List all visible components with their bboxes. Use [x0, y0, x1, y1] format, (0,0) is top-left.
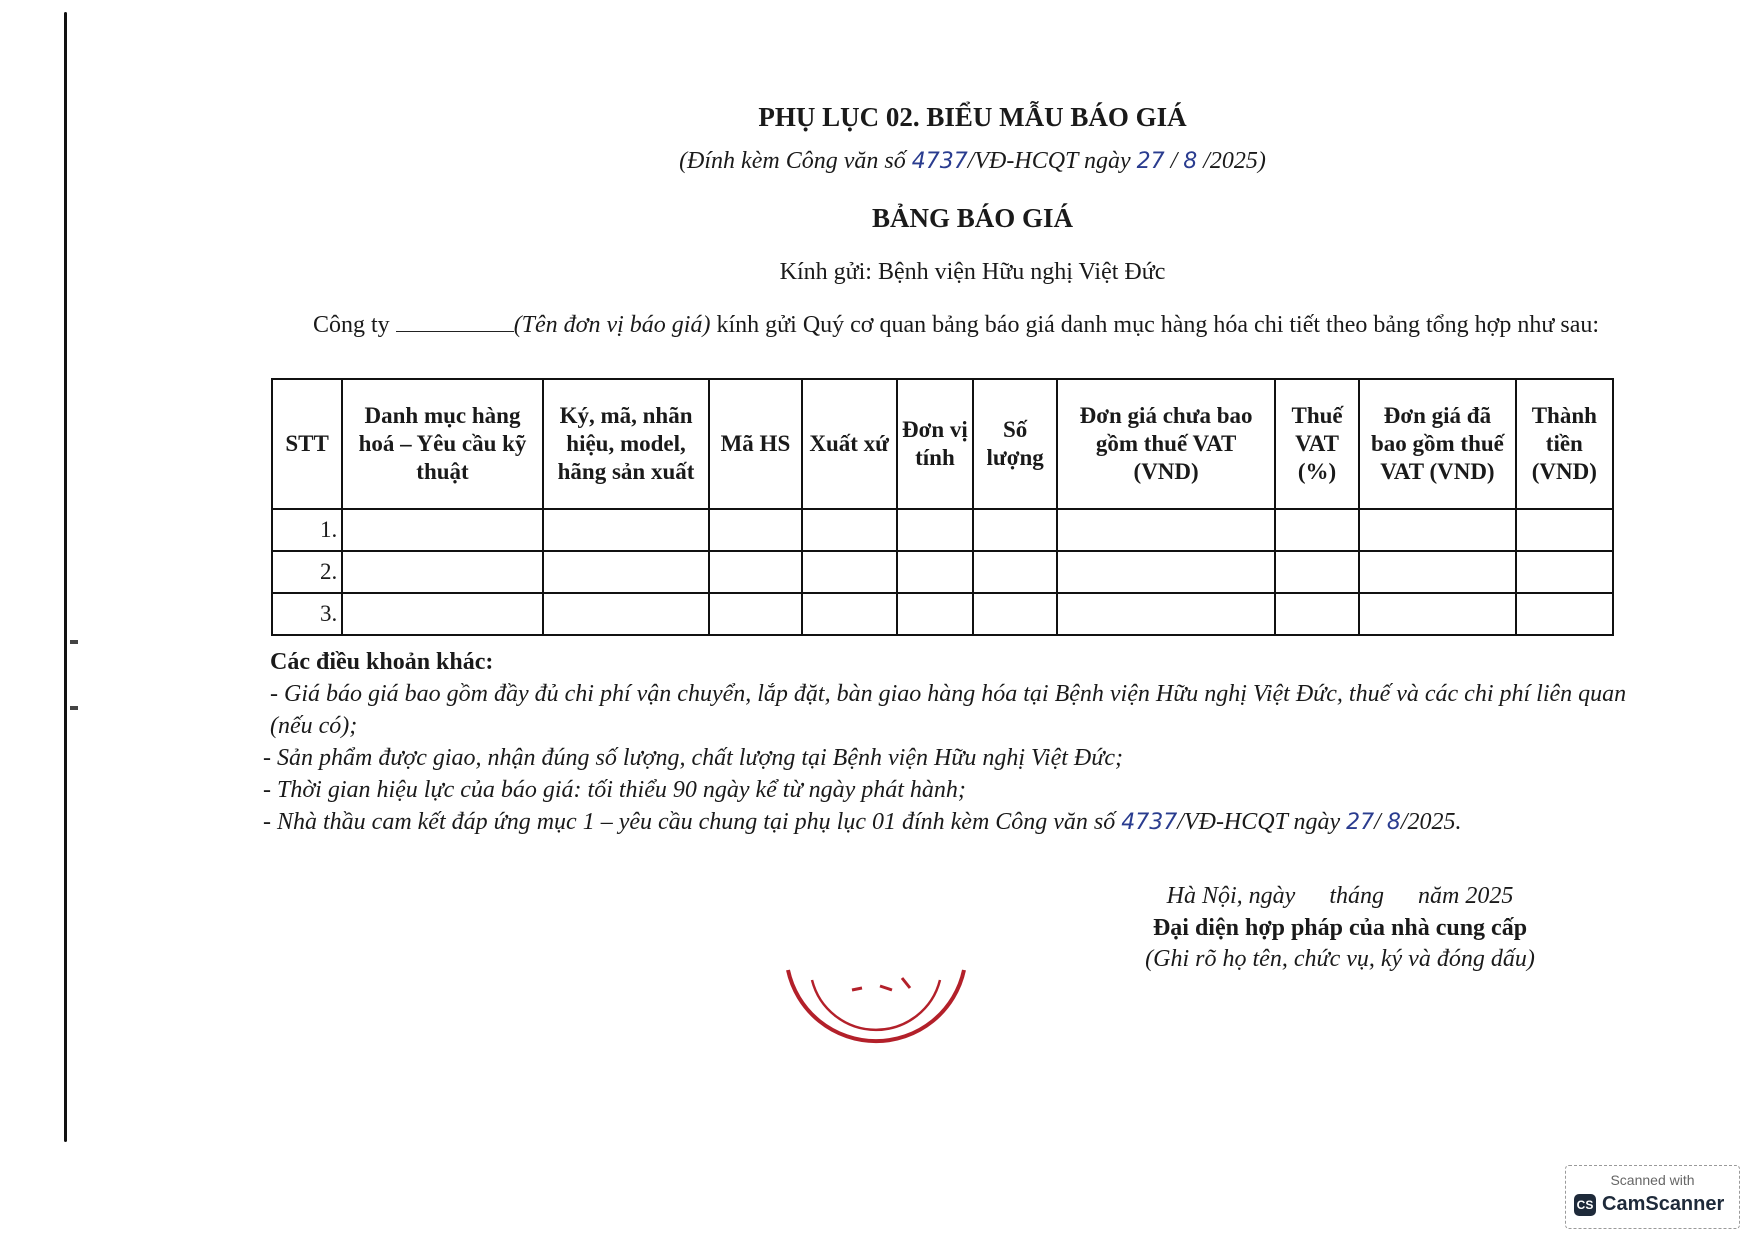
handwritten-day: 27	[1346, 810, 1375, 835]
table-cell[interactable]	[802, 593, 897, 635]
term-item-validity: - Thời gian hiệu lực của báo giá: tối thiểu 90 ngày kể từ ngày phát hành;	[263, 777, 966, 803]
table-cell[interactable]	[973, 509, 1057, 551]
company-name-blank[interactable]	[396, 313, 514, 332]
header-quantity: Số lượng	[973, 379, 1057, 509]
table-cell[interactable]	[1516, 593, 1613, 635]
date-slash: /	[1164, 148, 1184, 174]
row-number: 3.	[272, 593, 342, 635]
camscanner-badge	[1565, 1165, 1740, 1229]
table-header-row	[272, 379, 1613, 509]
handwritten-month: 8	[1386, 810, 1401, 835]
header-hs-code: Mã HS	[709, 379, 801, 509]
table-cell[interactable]	[543, 509, 709, 551]
table-cell[interactable]	[342, 509, 543, 551]
header-brand-model: Ký, mã, nhãn hiệu, model, hãng sản xuất	[543, 379, 709, 509]
table-cell[interactable]	[1359, 509, 1515, 551]
scan-edge-line	[64, 12, 67, 1142]
month-label: tháng	[1329, 883, 1384, 909]
handwritten-doc-number: 4737	[911, 149, 968, 174]
table-cell[interactable]	[897, 593, 973, 635]
term-item-commitment	[243, 806, 1643, 839]
camscanner-logo-icon: CS	[1574, 1194, 1596, 1216]
header-unit: Đơn vị tính	[897, 379, 973, 509]
intro-body: kính gửi Quý cơ quan bảng báo giá danh mục hàng hóa chi tiết theo bảng tổng hợp như sau:	[710, 312, 1600, 338]
header-total: Thành tiền (VND)	[1516, 379, 1613, 509]
company-label: Công ty	[313, 312, 396, 338]
table-cell[interactable]	[1057, 509, 1275, 551]
scan-edge-mark	[70, 640, 78, 644]
table-cell[interactable]	[1359, 593, 1515, 635]
table-cell[interactable]	[1057, 593, 1275, 635]
scan-edge-mark	[70, 706, 78, 710]
handwritten-doc-number: 4737	[1121, 810, 1178, 835]
camscanner-brand: CamScanner	[1602, 1193, 1725, 1215]
table-cell[interactable]	[897, 551, 973, 593]
table-cell[interactable]	[973, 593, 1057, 635]
table-row	[272, 509, 1613, 551]
commitment-suffix: /2025.	[1400, 809, 1462, 835]
table-cell[interactable]	[973, 551, 1057, 593]
table-cell[interactable]	[802, 509, 897, 551]
table-cell[interactable]	[1275, 551, 1359, 593]
header-unit-price-excl-vat: Đơn giá chưa bao gồm thuế VAT (VND)	[1057, 379, 1275, 509]
place-date-prefix: Hà Nội, ngày	[1166, 883, 1296, 909]
quotation-table	[271, 378, 1614, 636]
table-cell[interactable]	[1516, 551, 1613, 593]
attachment-middle: /VĐ-HCQT ngày	[967, 148, 1137, 174]
handwritten-day: 27	[1136, 149, 1165, 174]
handwritten-month: 8	[1183, 149, 1198, 174]
commitment-prefix: - Nhà thầu cam kết đáp ứng mục 1 – yêu cầu chung tại phụ lục 01 đính kèm Công văn số	[263, 809, 1122, 835]
header-vat-rate: Thuế VAT (%)	[1275, 379, 1359, 509]
commitment-middle: /VĐ-HCQT ngày	[1177, 809, 1347, 835]
table-cell[interactable]	[1516, 509, 1613, 551]
seal-mark	[852, 978, 910, 990]
term-item-delivery: - Sản phẩm được giao, nhận đúng số lượng, chất lượng tại Bệnh viện Hữu nghị Việt Đức;	[263, 745, 1123, 771]
header-unit-price-incl-vat: Đơn giá đã bao gồm thuế VAT (VND)	[1359, 379, 1515, 509]
scanned-with-label: Scanned with	[1610, 1172, 1695, 1188]
table-cell[interactable]	[543, 593, 709, 635]
table-cell[interactable]	[1057, 551, 1275, 593]
attachment-prefix: (Đính kèm Công văn số	[679, 148, 912, 174]
table-cell[interactable]	[709, 509, 801, 551]
table-cell[interactable]	[1359, 551, 1515, 593]
table-cell[interactable]	[709, 551, 801, 593]
table-cell[interactable]	[1275, 509, 1359, 551]
terms-title: Các điều khoản khác:	[270, 649, 494, 675]
row-number: 1.	[272, 509, 342, 551]
seal-inner-arc	[812, 980, 940, 1030]
attachment-reference	[0, 148, 1755, 175]
table-cell[interactable]	[342, 551, 543, 593]
table-cell[interactable]	[543, 551, 709, 593]
table-cell[interactable]	[897, 509, 973, 551]
other-terms-section	[243, 646, 1643, 839]
header-stt: STT	[272, 379, 342, 509]
table-cell[interactable]	[1275, 593, 1359, 635]
table-row	[272, 551, 1613, 593]
table-cell[interactable]	[802, 551, 897, 593]
company-hint: (Tên đơn vị báo giá)	[513, 312, 711, 338]
signature-note: (Ghi rõ họ tên, chức vụ, ký và đóng dấu)	[1145, 946, 1535, 972]
table-cell[interactable]	[342, 593, 543, 635]
intro-paragraph	[243, 310, 1603, 341]
signature-place-date	[1100, 883, 1580, 910]
red-seal-stamp-partial	[782, 960, 970, 1060]
term-item-pricing: - Giá báo giá bao gồm đầy đủ chi phí vận chuyển, lắp đặt, bàn giao hàng hóa tại Bệnh viện Hữu nghị Việt Đức, thuế và các chi phí liên quan (nếu có);	[270, 681, 1627, 739]
table-cell[interactable]	[709, 593, 801, 635]
signature-title: Đại diện hợp pháp của nhà cung cấp	[1152, 915, 1528, 941]
row-number: 2.	[272, 551, 342, 593]
year-label: năm 2025	[1418, 883, 1514, 909]
appendix-title: PHỤ LỤC 02. BIỂU MẪU BÁO GIÁ	[758, 102, 1187, 132]
attachment-suffix: /2025)	[1197, 148, 1266, 174]
quotation-heading: BẢNG BÁO GIÁ	[871, 203, 1074, 233]
table-row	[272, 593, 1613, 635]
header-origin: Xuất xứ	[802, 379, 897, 509]
greeting-line: Kính gửi: Bệnh viện Hữu nghị Việt Đức	[779, 259, 1166, 285]
date-slash: /	[1374, 809, 1387, 835]
header-item-requirements: Danh mục hàng hoá – Yêu cầu kỹ thuật	[342, 379, 543, 509]
